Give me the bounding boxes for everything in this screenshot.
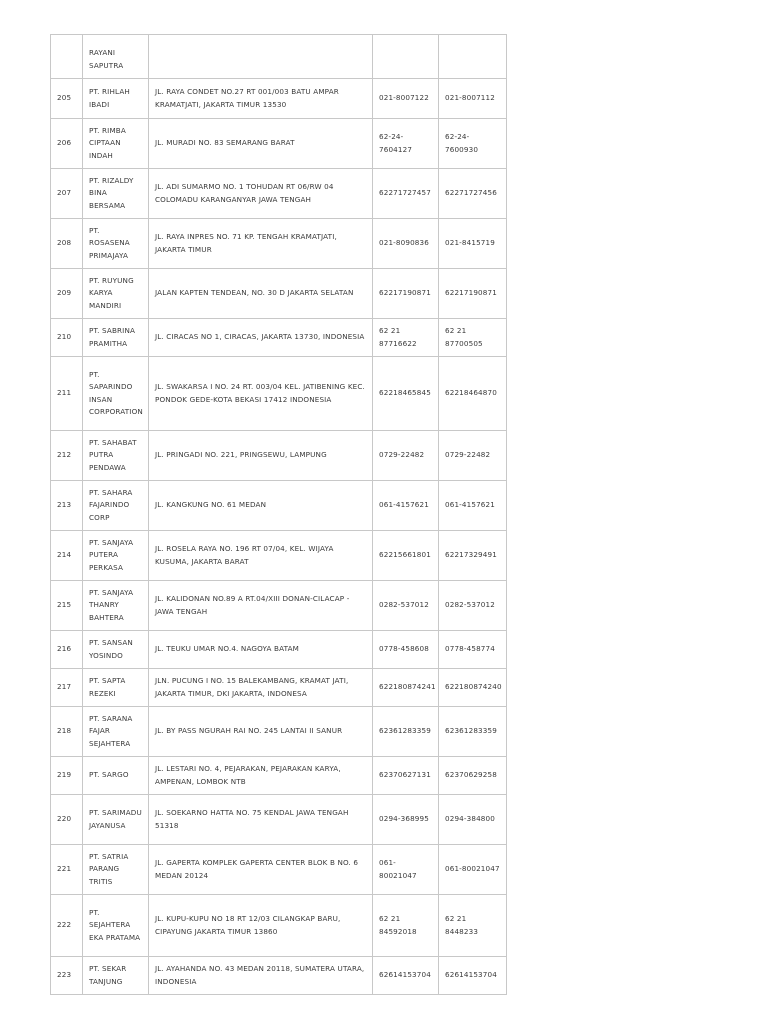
row-number: 217 xyxy=(51,669,83,707)
address: JL. RAYA CONDET NO.27 RT 001/003 BATU AMPAR KRAMATJATI, JAKARTA TIMUR 13530 xyxy=(149,79,373,119)
fax: 061-4157621 xyxy=(439,481,507,531)
address: JALAN KAPTEN TENDEAN, NO. 30 D JAKARTA SELATAN xyxy=(149,269,373,319)
address: JL. MURADI NO. 83 SEMARANG BARAT xyxy=(149,119,373,169)
fax: 62-24-7600930 xyxy=(439,119,507,169)
fax: 0778-458774 xyxy=(439,631,507,669)
phone: 62361283359 xyxy=(373,707,439,757)
address: JL. LESTARI NO. 4, PEJARAKAN, PEJARAKAN KARYA, AMPENAN, LOMBOK NTB xyxy=(149,757,373,795)
table-row xyxy=(51,319,507,357)
phone: 0282-537012 xyxy=(373,581,439,631)
phone: 62-24-7604127 xyxy=(373,119,439,169)
company-name: PT. SARANA FAJAR SEJAHTERA xyxy=(83,707,149,757)
fax xyxy=(439,35,507,79)
address xyxy=(149,35,373,79)
phone: 62370627131 xyxy=(373,757,439,795)
phone: 0778-458608 xyxy=(373,631,439,669)
row-number: 218 xyxy=(51,707,83,757)
fax: 021-8007112 xyxy=(439,79,507,119)
phone: 62217190871 xyxy=(373,269,439,319)
table-row xyxy=(51,357,507,431)
company-name: PT. SAPARINDO INSAN CORPORATION xyxy=(83,357,149,431)
address: JL. KUPU-KUPU NO 18 RT 12/03 CILANGKAP BARU, CIPAYUNG JAKARTA TIMUR 13860 xyxy=(149,895,373,957)
company-name: PT. RIZALDY BINA BERSAMA xyxy=(83,169,149,219)
table-row xyxy=(51,35,507,79)
fax: 62614153704 xyxy=(439,957,507,995)
phone: 62215661801 xyxy=(373,531,439,581)
row-number xyxy=(51,35,83,79)
phone: 62271727457 xyxy=(373,169,439,219)
fax: 62370629258 xyxy=(439,757,507,795)
company-name: PT. ROSASENA PRIMAJAYA xyxy=(83,219,149,269)
phone: 061-4157621 xyxy=(373,481,439,531)
document-page xyxy=(50,34,506,995)
row-number: 220 xyxy=(51,795,83,845)
table-row xyxy=(51,707,507,757)
table-row xyxy=(51,531,507,581)
address: JL. RAYA INPRES NO. 71 KP. TENGAH KRAMATJATI, JAKARTA TIMUR xyxy=(149,219,373,269)
company-name: PT. SEJAHTERA EKA PRATAMA xyxy=(83,895,149,957)
table-row xyxy=(51,431,507,481)
address: JL. SOEKARNO HATTA NO. 75 KENDAL JAWA TENGAH 51318 xyxy=(149,795,373,845)
fax: 0282-537012 xyxy=(439,581,507,631)
phone: 021-8007122 xyxy=(373,79,439,119)
company-name: PT. SARGO xyxy=(83,757,149,795)
phone: 0294-368995 xyxy=(373,795,439,845)
table-row xyxy=(51,581,507,631)
company-name: RAYANI SAPUTRA xyxy=(83,35,149,79)
phone: 62218465845 xyxy=(373,357,439,431)
company-name: PT. SAHARA FAJARINDO CORP xyxy=(83,481,149,531)
table-row xyxy=(51,795,507,845)
table-row xyxy=(51,219,507,269)
company-name: PT. SATRIA PARANG TRITIS xyxy=(83,845,149,895)
row-number: 223 xyxy=(51,957,83,995)
company-name: PT. SANJAYA THANRY BAHTERA xyxy=(83,581,149,631)
row-number: 211 xyxy=(51,357,83,431)
table-row xyxy=(51,845,507,895)
company-name: PT. SANSAN YOSINDO xyxy=(83,631,149,669)
table-row xyxy=(51,895,507,957)
row-number: 208 xyxy=(51,219,83,269)
phone: 62 21 87716622 xyxy=(373,319,439,357)
table-row xyxy=(51,757,507,795)
fax: 62 21 87700505 xyxy=(439,319,507,357)
company-name: PT. RIMBA CIPTAAN INDAH xyxy=(83,119,149,169)
table-row xyxy=(51,269,507,319)
phone: 021-8090836 xyxy=(373,219,439,269)
row-number: 207 xyxy=(51,169,83,219)
address: JL. KALIDONAN NO.89 A RT.04/XIII DONAN-CILACAP - JAWA TENGAH xyxy=(149,581,373,631)
company-name: PT. SAPTA REZEKI xyxy=(83,669,149,707)
row-number: 205 xyxy=(51,79,83,119)
phone: 62614153704 xyxy=(373,957,439,995)
fax: 061-80021047 xyxy=(439,845,507,895)
address: JL. KANGKUNG NO. 61 MEDAN xyxy=(149,481,373,531)
address: JL. ADI SUMARMO NO. 1 TOHUDAN RT 06/RW 04 COLOMADU KARANGANYAR JAWA TENGAH xyxy=(149,169,373,219)
fax: 021-8415719 xyxy=(439,219,507,269)
company-name: PT. SABRINA PRAMITHA xyxy=(83,319,149,357)
phone: 622180874241 xyxy=(373,669,439,707)
address: JL. AYAHANDA NO. 43 MEDAN 20118, SUMATERA UTARA, INDONESIA xyxy=(149,957,373,995)
address: JL. BY PASS NGURAH RAI NO. 245 LANTAI II SANUR xyxy=(149,707,373,757)
address: JL. ROSELA RAYA NO. 196 RT 07/04, KEL. WIJAYA KUSUMA, JAKARTA BARAT xyxy=(149,531,373,581)
company-name: PT. SAHABAT PUTRA PENDAWA xyxy=(83,431,149,481)
fax: 0294-384800 xyxy=(439,795,507,845)
address: JL. CIRACAS NO 1, CIRACAS, JAKARTA 13730, INDONESIA xyxy=(149,319,373,357)
company-name: PT. RUYUNG KARYA MANDIRI xyxy=(83,269,149,319)
fax: 62 21 8448233 xyxy=(439,895,507,957)
fax: 62217190871 xyxy=(439,269,507,319)
address: JLN. PUCUNG I NO. 15 BALEKAMBANG, KRAMAT JATI, JAKARTA TIMUR, DKI JAKARTA, INDONESA xyxy=(149,669,373,707)
fax: 62217329491 xyxy=(439,531,507,581)
row-number: 206 xyxy=(51,119,83,169)
phone: 0729-22482 xyxy=(373,431,439,481)
row-number: 209 xyxy=(51,269,83,319)
row-number: 212 xyxy=(51,431,83,481)
fax: 0729-22482 xyxy=(439,431,507,481)
row-number: 213 xyxy=(51,481,83,531)
table-row xyxy=(51,669,507,707)
company-name: PT. SANJAYA PUTERA PERKASA xyxy=(83,531,149,581)
phone: 62 21 84592018 xyxy=(373,895,439,957)
address: JL. TEUKU UMAR NO.4. NAGOYA BATAM xyxy=(149,631,373,669)
table-row xyxy=(51,169,507,219)
row-number: 214 xyxy=(51,531,83,581)
row-number: 216 xyxy=(51,631,83,669)
fax: 62361283359 xyxy=(439,707,507,757)
table-row xyxy=(51,957,507,995)
phone: 061-80021047 xyxy=(373,845,439,895)
company-name: PT. SEKAR TANJUNG xyxy=(83,957,149,995)
row-number: 222 xyxy=(51,895,83,957)
address: JL. GAPERTA KOMPLEK GAPERTA CENTER BLOK B NO. 6 MEDAN 20124 xyxy=(149,845,373,895)
company-table xyxy=(50,34,507,995)
table-row xyxy=(51,481,507,531)
table-row xyxy=(51,119,507,169)
address: JL. SWAKARSA I NO. 24 RT. 003/04 KEL. JATIBENING KEC. PONDOK GEDE-KOTA BEKASI 17412 INDONESIA xyxy=(149,357,373,431)
row-number: 210 xyxy=(51,319,83,357)
fax: 62218464870 xyxy=(439,357,507,431)
table-row xyxy=(51,79,507,119)
phone xyxy=(373,35,439,79)
company-name: PT. RIHLAH IBADI xyxy=(83,79,149,119)
fax: 62271727456 xyxy=(439,169,507,219)
address: JL. PRINGADI NO. 221, PRINGSEWU, LAMPUNG xyxy=(149,431,373,481)
row-number: 215 xyxy=(51,581,83,631)
fax: 622180874240 xyxy=(439,669,507,707)
row-number: 221 xyxy=(51,845,83,895)
row-number: 219 xyxy=(51,757,83,795)
company-name: PT. SARIMADU JAYANUSA xyxy=(83,795,149,845)
table-row xyxy=(51,631,507,669)
